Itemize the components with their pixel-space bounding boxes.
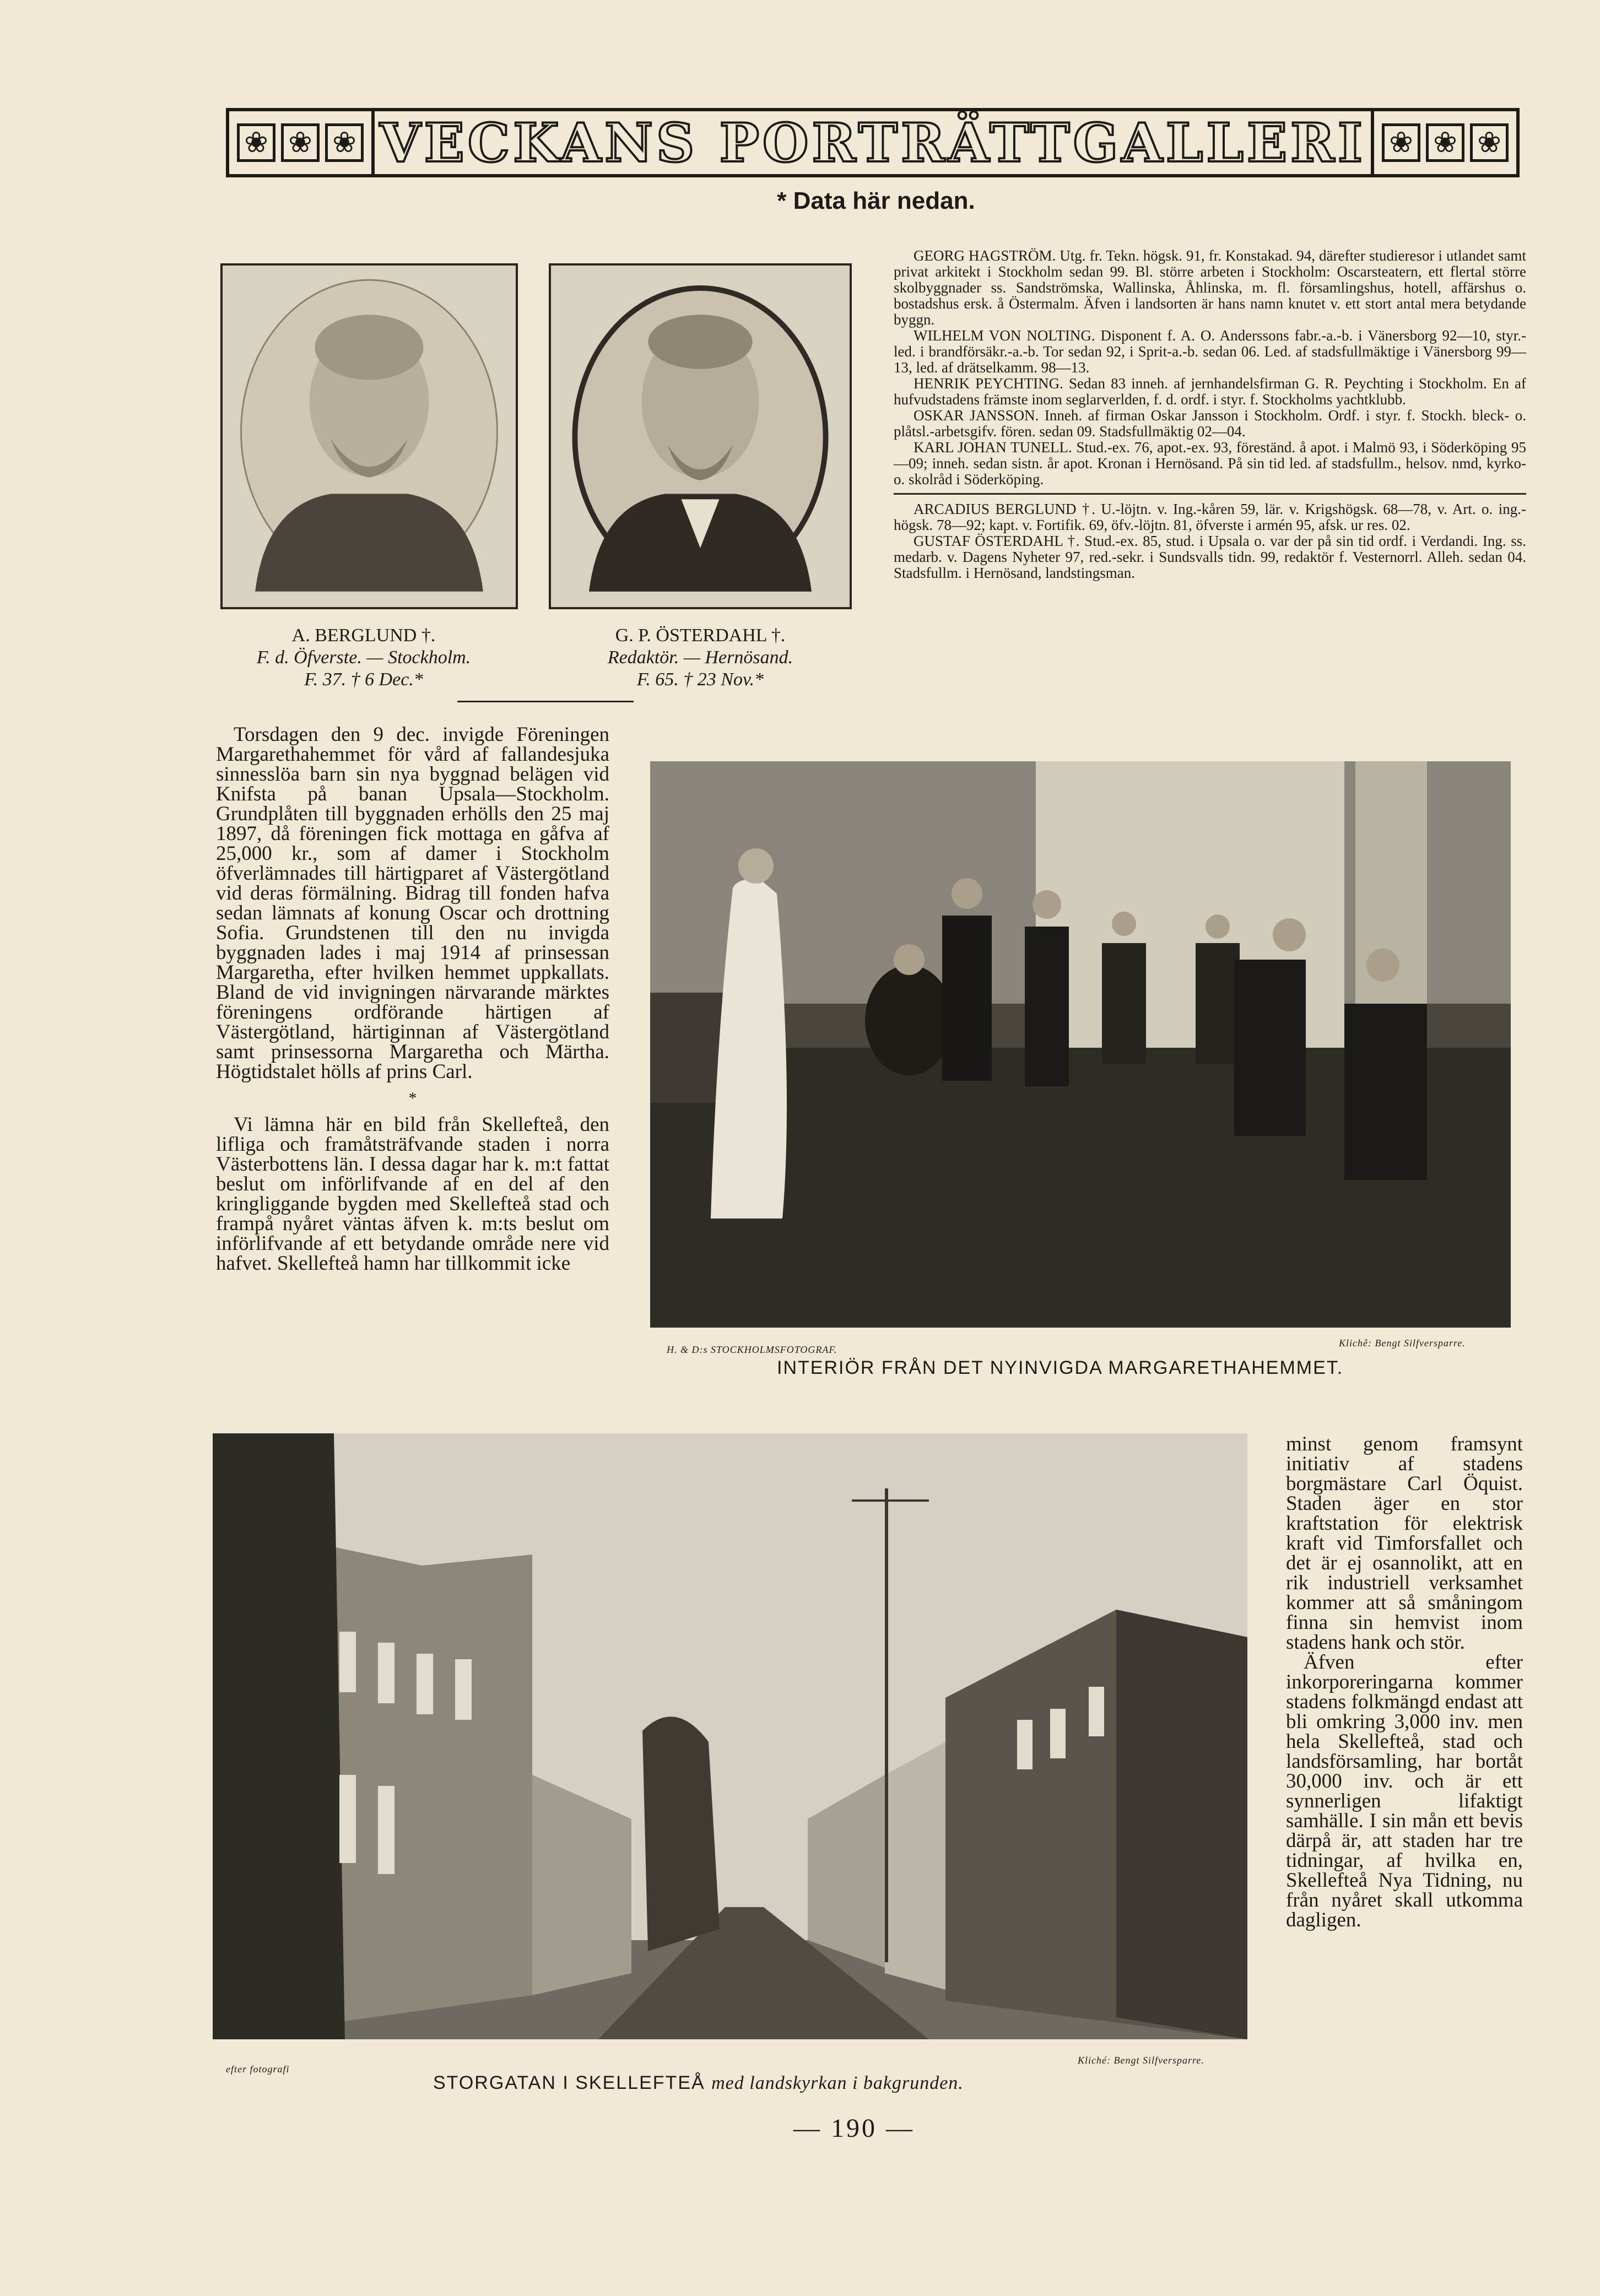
caption-berglund-name: A. BERGLUND †. [291,625,436,646]
article-paragraph: Vi lämna här en bild från Skellefteå, den lifliga och framåtsträfvande staden i norra Västerbottens län. I dessa dagar har k. m:t fattat beslut om införlifvande af en del af den kringliggande bygden med Skellefteå stad och frampå nyåret väntas äfven k. m:ts beslut om införlifvande af ett betydande område nere vid hafvet. Skellefteå hamn har tillkommit icke [216,1113,609,1275]
bio-group-deceased [894,501,1526,581]
article-left-column [216,725,609,1274]
page-number: — 190 — [793,2114,915,2143]
flower-ornament-icon: ❀ [237,123,275,162]
caption-osterdahl-dates: F. 65. † 23 Nov.* [636,669,764,690]
bio-divider [894,493,1526,495]
header-banner [226,108,1520,177]
article-paragraph: minst genom framsynt initiativ af stadens borgmästare Carl Öquist. Staden äger en stor kraftstation för elektrisk kraft vid Timforsfallet och det är ej osannolikt, att en rik industriell verksamhet kommer att så småningom finna sin hemvist inom stadens hank och stör. [1286,1433,1523,1654]
article-paragraph: Äfven efter inkorporeringarna kommer stadens folkmängd endast att bli omkring 3,000 inv. men hela Skellefteå, stad och landsförsamling, har bortåt 30,000 inv. och är ett synnerligen lifaktigt samhälle. I sin mån ett bevis därpå är, att staden har tre tidningar, af hvilka en, Skellefteå Nya Tidning, nu från nyåret skall utkomma dagligen. [1286,1651,1523,1931]
portrait-osterdahl-image [551,266,850,607]
bio-entry: GUSTAF ÖSTERDAHL †. Stud.-ex. 85, stud. i Upsala o. var der på sin tid ordf. i Verdandi. Ing. ss. medarb. v. Dagens Nyheter 97, red.-sekr. i Sundsvalls tidn. 99, redaktör f. Vesternorrl. Alleh. sedan 04. Stadsfullm. i Hernösand, landstingsman. [894,533,1526,581]
article-right-column [1286,1434,1523,1930]
photo-storgatan-skelleftea [213,1433,1247,2039]
caption-berglund [209,625,518,691]
photo2-caption [433,2072,964,2094]
caption-rule [457,701,634,702]
interior-photo-image [650,761,1511,1328]
flower-ornament-icon: ❀ [1382,123,1420,162]
bio-entry: GEORG HAGSTRÖM. Utg. fr. Tekn. högsk. 91, fr. Konstakad. 94, därefter studieresor i utlandet samt privat arkitekt i Stockholm sedan 99. Bl. större arbeten i Stockholm: Oscarsteatern, ett flertal större skolbyggnader ss. Sandströmska, Wallinska, Åhlinska, m. fl. församlingshus, hotell, affärshus o. bostadshus ersk. å Östermalm. Äfven i landsorten är hans namn knutet v. ett stort antal mera betydande byggn. [894,247,1526,328]
bio-entry: OSKAR JANSSON. Inneh. af firman Oskar Jansson i Stockholm. Ordf. i styr. f. Stockh. bleck- o. plåtsl.-arbetsgifv. fören. sedan 09. Stadsfullmäktig 02—04. [894,407,1526,440]
photo2-caption-main: STORGATAN I SKELLEFTEÅ [433,2072,705,2093]
portrait-berglund-image [223,266,516,607]
flower-ornament-icon: ❀ [1426,123,1464,162]
caption-berglund-dates: F. 37. † 6 Dec.* [304,669,423,690]
flower-ornament-icon: ❀ [1470,123,1509,162]
bio-entry: HENRIK PEYCHTING. Sedan 83 inneh. af jernhandelsfirman G. R. Peychting i Stockholm. En af hufvudstadens främste inom seglarverlden, f. d. ordf. i styr. f. Stockholms yachtklubb. [894,375,1526,408]
flower-ornament-icon: ❀ [281,123,320,162]
photo1-credit-right: Klichê: Bengt Silfversparre. [1339,1337,1466,1349]
bio-entry: KARL JOHAN TUNELL. Stud.-ex. 76, apot.-ex. 93, föreständ. å apot. i Malmö 93, i Söderköping 95—09; inneh. sedan sistn. år apot. Kronan i Hernösand. På sin tid led. af stadsfullm., helsov. nmd, kyrko- o. skolråd i Söderköping. [894,439,1526,488]
article-paragraph: Torsdagen den 9 dec. invigde Föreningen Margarethahemmet för vård af fallandesjuka sinnesslöa barn sin nya byggnad belägen vid Knifsta på banan Upsala—Stockholm. Grundplåten till byggnaden erhölls den 25 maj 1897, då föreningen fick mottaga en gåfva af 25,000 kr., som af damer i Stockholm öfverlämnades till härtigparet af Västergötland vid deras förmälning. Bidrag till fonden hafva sedan lämnats af konung Oscar och drottning Sofia. Grundstenen till den nu invigda byggnaden lades i maj 1914 af prinsessan Margaretha, efter hvilken hemmet uppkallats. Bland de vid invigningen närvarande märktes föreningens ordförande härtigen af Västergötland, härtiginnan af Västergötland samt prinsessorna Margaretha och Märtha. Högtidstalet hölls af prins Carl. [216,723,609,1083]
caption-berglund-title: F. d. Öfverste. — Stockholm. [256,647,471,668]
flower-ornament-icon: ❀ [325,123,364,162]
portrait-osterdahl [549,263,852,609]
bio-entry: ARCADIUS BERGLUND †. U.-löjtn. v. Ing.-kåren 59, lär. v. Krigshögsk. 68—78, v. Art. o. ing.-högsk. 78—92; kapt. v. Fortifik. 69, öfv.-löjtn. 81, öfverste i armén 95, afsk. ur res. 02. [894,501,1526,533]
photo1-credit-left: H. & D:s STOCKHOLMSFOTOGRAF. [667,1344,837,1355]
photo1-caption: INTERIÖR FRÅN DET NYINVIGDA MARGARETHAHEMMET. [777,1357,1344,1378]
photo2-credit-left: efter fotografi [226,2064,290,2075]
photo2-caption-italic: med landskyrkan i bakgrunden. [711,2073,964,2093]
caption-osterdahl-title: Redaktör. — Hernösand. [607,647,793,668]
caption-osterdahl [549,625,852,691]
banner-title: VECKANS PORTRÄTTGALLERI [380,111,1366,174]
ornament-group-right [1371,111,1516,174]
ornament-group-left [229,111,375,174]
portrait-berglund [220,263,518,609]
bio-entry: WILHELM VON NOLTING. Disponent f. A. O. Anderssons fabr.-a.-b. i Vänersborg 92—10, styr.-led. i brandförsäkr.-a.-b. Tor sedan 92, i Sprit-a.-b. sedan 06. Led. af stadsfullmäktige i Vänersborg 99—13, led. af drätselkamm. 98—13. [894,327,1526,376]
photo2-credit-right: Kliché: Bengt Silfversparre. [1078,2055,1204,2066]
header-subtitle: * Data här nedan. [777,187,975,214]
article-separator: * [408,1089,417,1107]
street-photo-image [213,1433,1247,2039]
bio-group-living [894,248,1526,488]
photo-interior-margarethahemmet [650,761,1511,1328]
caption-osterdahl-name: G. P. ÖSTERDAHL †. [615,625,786,646]
bio-column [894,248,1526,581]
